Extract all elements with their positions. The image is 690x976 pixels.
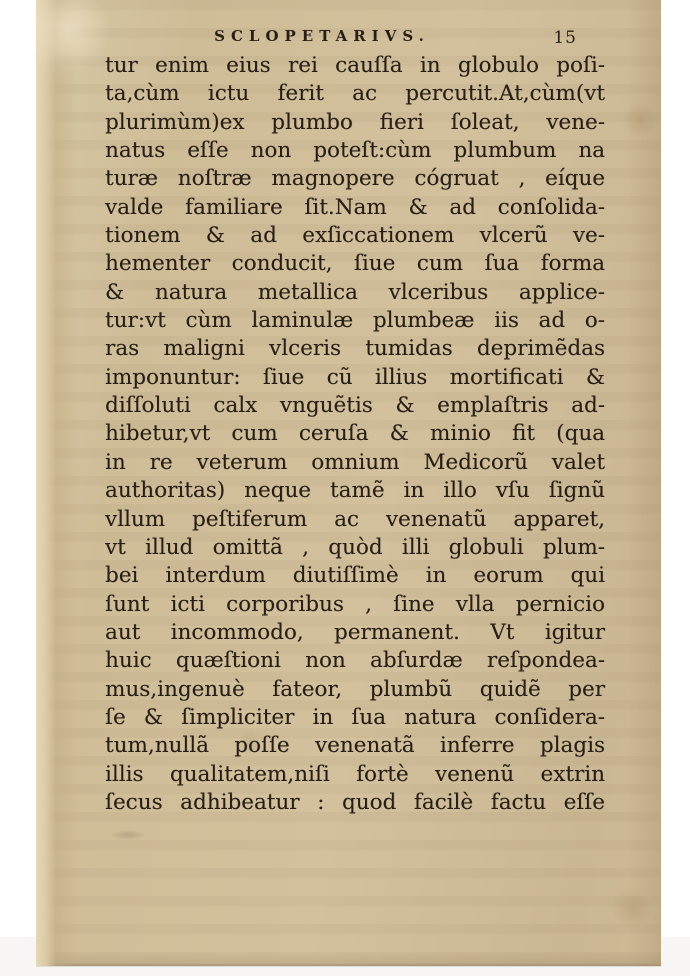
text-line: hibetur,vt cum ceruſa & minio fit (qua: [105, 421, 605, 447]
running-header-title: SCLOPETARIVS.: [214, 27, 430, 45]
ink-smudge: [108, 828, 148, 842]
text-line: natus eſſe non poteſt:cùm plumbum na: [105, 138, 605, 164]
text-line: ſecus adhibeatur : quod facilè factu eſſe: [105, 789, 605, 815]
text-line: vt illud omittã , quòd illi globuli plum-: [105, 534, 605, 560]
book-page: [36, 0, 661, 966]
text-line: tur:vt cùm laminulæ plumbeæ iis ad o-: [105, 308, 605, 334]
text-line: tum,nullã poſſe venenatã inferre plagis: [105, 733, 605, 759]
body-text: [105, 52, 605, 817]
text-line: valde familiare ſit.Nam & ad conſolida-: [105, 194, 605, 220]
text-line: hementer conducit, ſiue cum ſua forma: [105, 251, 605, 277]
text-line: authoritas) neque tamẽ in illo vſu ſignũ: [105, 478, 605, 504]
text-line: bei interdum diutiſſimè in eorum qui: [105, 563, 605, 589]
text-line: ras maligni vlceris tumidas deprimẽdas: [105, 336, 605, 362]
page-number: 15: [553, 28, 577, 48]
text-line: huic quæſtioni non abſurdæ reſpondea-: [105, 648, 605, 674]
text-line: aut incommodo, permanent. Vt igitur: [105, 619, 605, 645]
text-line: tur enim eius rei cauſſa in globulo poſi-: [105, 53, 605, 78]
text-line: plurimùm)ex plumbo fieri ſoleat, vene-: [105, 109, 605, 135]
text-line: vllum peſtiferum ac venenatũ apparet,: [105, 506, 605, 532]
text-line: ſunt icti corporibus , ſine vlla pernicio: [105, 591, 605, 617]
running-header: [105, 27, 607, 49]
text-line: illis qualitatem,niſi fortè venenũ extrin: [105, 761, 605, 787]
text-line: tionem & ad exſiccationem vlcerũ ve-: [105, 223, 605, 249]
text-line: in re veterum omnium Medicorũ valet: [105, 449, 605, 475]
text-line: turæ noſtræ magnopere cógruat , eíque: [105, 166, 605, 192]
text-line: & natura metallica vlceribus applice-: [105, 279, 605, 305]
text-line: mus,ingenuè fateor, plumbũ quidẽ per: [105, 676, 605, 702]
text-line: ſe & ſimpliciter in ſua natura conſidera-: [105, 704, 605, 730]
text-line: ta,cùm ictu ferit ac percutit.At,cùm(vt: [105, 81, 605, 107]
text-line: imponuntur: ſiue cũ illius mortificati &: [105, 364, 605, 390]
text-line: diſſoluti calx vnguẽtis & emplaſtris ad-: [105, 393, 605, 419]
